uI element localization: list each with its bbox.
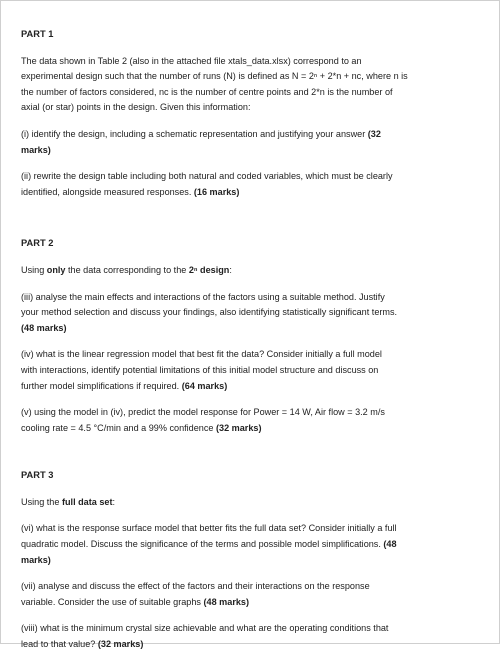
question-text: (viii) what is the minimum crystal size achievable and what are the operating conditions that — [21, 623, 389, 634]
question-marks: (32 — [367, 128, 381, 139]
question-text: with interactions, identify potential limitations of this initial model structure and discuss on — [21, 364, 379, 375]
question-marks: (48 — [383, 539, 397, 550]
question-i — [21, 127, 481, 158]
question-marks: (64 marks) — [181, 380, 228, 391]
question-marks: (48 marks) — [203, 596, 249, 607]
part3-heading: PART 3 — [21, 470, 54, 481]
question-text: (vi) what is the response surface model that better fits the full data set? Consider initially a full — [21, 523, 397, 534]
question-text: quadratic model. Discuss the significance of the terms and possible model simplifications. — [21, 539, 384, 550]
part3-instruction: Using the full data set: — [21, 496, 116, 507]
question-marks: (16 marks) — [193, 186, 240, 197]
question-marks: marks) — [21, 144, 51, 155]
question-viii — [21, 621, 481, 652]
intro-line: The data shown in Table 2 (also in the attached file xtals_data.xlsx) correspond to an — [21, 55, 362, 66]
question-text: lead to that value? — [21, 639, 98, 650]
intro-line: the number of factors considered, nc is the number of centre points and 2*n is the number of — [21, 86, 393, 97]
document-body — [21, 27, 481, 653]
question-text: (vii) analyse and discuss the effect of the factors and their interactions on the response — [21, 581, 370, 592]
question-marks: (48 marks) — [21, 322, 67, 333]
question-marks: marks) — [21, 554, 51, 565]
part1-heading: PART 1 — [21, 29, 54, 39]
question-iii — [21, 290, 481, 337]
question-text: cooling rate = 4.5 °C/min and a 99% confidence — [21, 422, 216, 433]
question-vii — [21, 579, 481, 610]
question-ii — [21, 169, 481, 200]
question-marks: (32 marks) — [97, 639, 144, 650]
intro-line: experimental design such that the number of runs (N) is defined as N = 2ⁿ + 2*n + nc, where n is — [21, 71, 408, 82]
question-text: identified, alongside measured responses. — [21, 186, 194, 197]
part2-instruction: Using only the data corresponding to the 2ⁿ design: — [21, 264, 232, 275]
question-iv — [21, 347, 481, 394]
question-v — [21, 405, 481, 436]
question-text: (iv) what is the linear regression model that best fit the data? Consider initially a full model — [21, 349, 382, 360]
question-text: (v) using the model in (iv), predict the model response for Power = 14 W, Air flow = 3.2 m/s — [21, 407, 385, 418]
part2-heading: PART 2 — [21, 238, 54, 249]
question-text: variable. Consider the use of suitable graphs — [21, 596, 204, 607]
question-text: your method selection and discuss your findings, also identifying statistically significant terms. — [21, 307, 398, 318]
question-vi — [21, 521, 481, 568]
question-text: (i) identify the design, including a schematic representation and justifying your answer — [21, 128, 368, 139]
question-text: (ii) rewrite the design table including both natural and coded variables, which must be clearly — [21, 171, 393, 182]
question-text: (iii) analyse the main effects and interactions of the factors using a suitable method. Justify — [21, 291, 385, 302]
part1-intro — [21, 54, 481, 116]
intro-line: axial (or star) points in the design. Given this information: — [21, 102, 251, 113]
question-text: further model simplifications if required. — [21, 380, 182, 391]
question-marks: (32 marks) — [215, 422, 262, 433]
